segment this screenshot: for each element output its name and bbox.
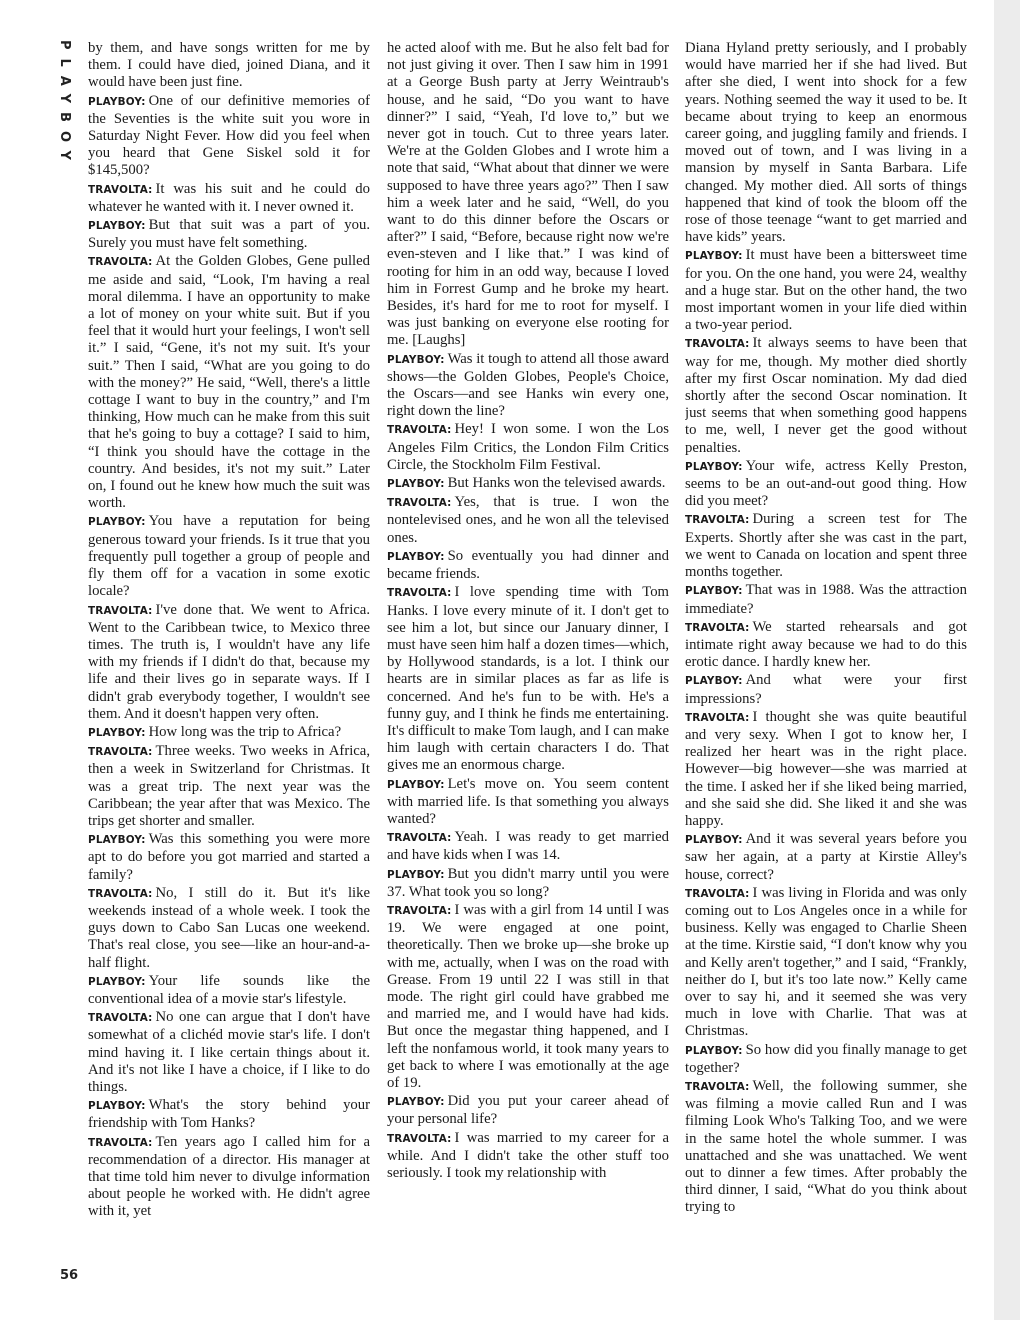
speaker-label: TRAVOLTA: [685,711,750,724]
interview-paragraph [685,1078,967,1217]
speaker-label: TRAVOLTA: [387,497,452,510]
speaker-label: PLAYBOY: [387,478,445,491]
interview-paragraph [387,1093,669,1128]
speaker-label: TRAVOLTA: [88,604,153,617]
paragraph-text: Yes, that is true. I won the nontelevised ones, and he won all the televised ones. [387,494,669,546]
interview-paragraph [387,584,669,774]
paragraph-text: I thought she was quite beautiful and very sexy. When I got to know her, I realized her heart was in the right place. However—big however—she was married at the time. I asked her if she liked being married, and she said she did. She liked it and she was happy. [685,708,967,829]
paragraph-text: Did you put your career ahead of your personal life? [387,1093,669,1128]
interview-paragraph [685,619,967,672]
speaker-label: TRAVOLTA: [387,904,452,917]
speaker-label: PLAYBOY: [88,726,146,739]
speaker-label: PLAYBOY: [88,834,146,847]
interview-paragraph [88,1097,370,1132]
paragraph-text: But that suit was a part of you. Surely you must have felt something. [88,217,370,252]
interview-paragraph [387,351,669,421]
speaker-label: PLAYBOY: [685,250,743,263]
paragraph-text: I love spending time with Tom Hanks. I love every minute of it. I don't get to see him a lot, but since our January dinner, I must have seen him half a dozen times—which, by Hollywood standards, is a lot. I think our hearts are in similar places as far as life is concerned. And he's fun to be with. He's a funny guy, and I think he finds me entertaining. It's difficult to make Tom laugh, and I can make him laugh with certain characters I do. That gives me an enormous charge. [387,584,669,774]
speaker-label: TRAVOLTA: [88,887,153,900]
speaker-label: TRAVOLTA: [685,1080,750,1093]
interview-paragraph [685,458,967,511]
speaker-label: PLAYBOY: [387,868,445,881]
page-edge [994,0,1020,1320]
speaker-label: TRAVOLTA: [685,338,750,351]
speaker-label: PLAYBOY: [387,353,445,366]
speaker-label: PLAYBOY: [387,778,445,791]
interview-paragraph [88,885,370,972]
speaker-label: PLAYBOY: [88,1100,146,1113]
paragraph-text: That was in 1988. Was the attraction immediate? [685,582,967,617]
paragraph-text: At the Golden Globes, Gene pulled me aside and said, “Look, I'm having a real moral dilemma. I have an opportunity to make a lot of money on your white suit. But if you feel that it would hurt your feelings, I won't sell it.” I said, “Gene, it's not my suit. It's your suit.” Then I said, “What are you going to do with the money?” He said, “Well, there's a little cottage I want to buy in the country,” and I'm thinking, How much can he make from this suit that he's going to buy a cottage? I said to him, “I think you should have the cottage in the country. And besides, it's not my suit.” Later on, I found out he knew how much the suit was worth. [88,253,370,512]
paragraph-text: Was this something you were more apt to do before you got married and started a family? [88,831,370,883]
paragraph-text: Your life sounds like the conventional idea of a movie star's lifestyle. [88,972,370,1007]
paragraph-text: I was with a girl from 14 until I was 19. We were engaged at one point, theoretically. Then we broke up—she broke up with me, actually, when I was on the road with Grease. From 19 until 22 I was still in that mode. The right girl could have grabbed me and married me, and I would have had kids. But once the megastar thing happened, and I left the nonfamous world, it took many years to get back to where I was emotionally at the age of 19. [387,901,669,1091]
paragraph-text: So how did you finally manage to get together? [685,1041,967,1076]
paragraph-text: And it was several years before you saw her again, at a party at Kirstie Alley's house, correct? [685,831,967,883]
speaker-label: TRAVOLTA: [387,587,452,600]
paragraph-text: I've done that. We went to Africa. Went to the Caribbean twice, to Mexico three times. The truth is, I wouldn't have any life with my friends if I didn't do that, because my life and their lives go in separate ways. If I didn't grab everybody together, I wouldn't see them. And it doesn't happen very often. [88,601,370,722]
paragraph-text: Let's move on. You seem content with married life. Is that something you always wanted? [387,775,669,827]
interview-paragraph [387,866,669,901]
paragraph-text: We started rehearsals and got intimate right away because we had to do this erotic dance. I hardly knew her. [685,618,967,671]
speaker-label: TRAVOLTA: [88,1136,153,1149]
text-column-1 [88,40,370,1290]
interview-paragraph [685,40,967,246]
speaker-label: TRAVOLTA: [685,887,750,900]
paragraph-text: During a screen test for The Experts. Shortly after she was cast in the part, we went to Canada on location and spent three months together. [685,511,967,581]
speaker-label: TRAVOLTA: [387,832,452,845]
interview-paragraph [387,494,669,547]
interview-paragraph [685,335,967,456]
interview-paragraph [88,93,370,180]
paragraph-text: I was living in Florida and was only coming out to Los Angeles once in a while for business. Kelly was engaged to Charlie Sheen at the time. Kirstie said, “I don't know why you and Kelly aren't together,” and I said, “Frankly, neither do I, but it's too late now.” Kelly came over to say hi, and it seemed she was very much in love with Charlie. That was at Christmas. [685,884,967,1040]
interview-paragraph [387,1130,669,1183]
interview-paragraph [387,475,669,493]
interview-paragraph [387,829,669,864]
paragraph-text: Your wife, actress Kelly Preston, seems to be an out-and-out good thing. How did you meet? [685,457,967,510]
speaker-label: PLAYBOY: [685,585,743,598]
paragraph-text: Hey! I won some. I won the Los Angeles Film Critics, the London Film Critics Circle, the Stockholm Film Festival. [387,421,669,473]
interview-paragraph [387,776,669,829]
interview-paragraph [685,511,967,581]
interview-paragraph [387,40,669,350]
paragraph-text: It was his suit and he could do whatever he wanted with it. I never owned it. [88,180,370,215]
speaker-label: TRAVOLTA: [387,424,452,437]
paragraph-text: No, I still do it. But it's like weekends instead of a whole week. I took the guys down to Cabo San Lucas one weekend. That's real close, you see—like an hour-and-a-half flight. [88,884,370,971]
paragraph-text: Yeah. I was ready to get married and have kids when I was 14. [387,829,669,864]
speaker-label: PLAYBOY: [88,95,146,108]
speaker-label: PLAYBOY: [387,1096,445,1109]
speaker-label: PLAYBOY: [685,1044,743,1057]
paragraph-text: Diana Hyland pretty seriously, and I probably would have married her if she had lived. But after she died, I went into shock for a few years. Nothing seemed the way it used to be. It became about trying to keep an enormous career going, and juggling family and friends. I moved out of town, and I was living in a mansion by myself in Santa Barbara. Life changed. My mother died. All sorts of things happened that kind of took the bloom off the rose of those teenage “want to get married and have kids” years. [685,40,967,246]
interview-paragraph [88,831,370,884]
speaker-label: PLAYBOY: [685,675,743,688]
paragraph-text: You have a reputation for being generous toward your friends. Is it true that you frequently pull together a group of people and fly them off for a vacation in some exotic locale? [88,513,370,600]
page-number: 56 [60,1268,79,1283]
speaker-label: TRAVOLTA: [685,621,750,634]
interview-paragraph [88,1009,370,1096]
interview-paragraph [685,582,967,617]
paragraph-text: What's the story behind your friendship with Tom Hanks? [88,1097,370,1132]
speaker-label: TRAVOLTA: [88,746,153,759]
paragraph-text: Well, the following summer, she was filming a movie called Run and I was filming Look Who's Talking Too, and we were in the same hotel the whole summer. I was unattached and she was unattached. We went out to dinner a few times. After probably the third dinner, I said, “What do you think about trying to [685,1077,967,1216]
speaker-label: PLAYBOY: [88,220,146,233]
speaker-label: PLAYBOY: [685,460,743,473]
text-column-3 [685,40,967,1290]
text-column-2 [387,40,669,1290]
speaker-label: TRAVOLTA: [685,514,750,527]
interview-paragraph [387,421,669,474]
interview-paragraph [88,602,370,723]
paragraph-text: Three weeks. Two weeks in Africa, then a week in Switzerland for Christmas. It was a great trip. The next year was the Caribbean; the year after that was Mexico. The trips get shorter and smaller. [88,743,370,829]
speaker-label: TRAVOLTA: [88,256,153,269]
interview-paragraph [685,672,967,707]
interview-paragraph [88,513,370,600]
speaker-label: PLAYBOY: [88,975,146,988]
paragraph-text: No one can argue that I don't have somewhat of a clichéd movie star's life. I don't mind having it. I like certain things about it. And it's not like I have a choice, if I like to do things. [88,1009,370,1095]
paragraph-text: Ten years ago I called him for a recommendation of a director. His manager at that time told him never to divulge information about people he worked with. He didn't agree with it, yet [88,1133,370,1220]
paragraph-text: It always seems to have been that way for me, though. My mother died shortly after my first Oscar nomination. My dad died shortly after the second Oscar nomination. It just seems that when something good happens to me, well, I never get the good without penalties. [685,335,967,456]
interview-paragraph [88,253,370,512]
paragraph-text: It must have been a bittersweet time for you. On the one hand, you were 24, wealthy and a huge star. But on the other hand, the two most important women in your life died within a two-year period. [685,247,967,334]
interview-paragraph [88,181,370,216]
interview-paragraph [685,709,967,830]
interview-paragraph [88,973,370,1008]
interview-paragraph [88,40,370,92]
speaker-label: PLAYBOY: [88,516,146,529]
speaker-label: PLAYBOY: [685,834,743,847]
paragraph-text: How long was the trip to Africa? [148,723,342,740]
interview-paragraph [387,902,669,1092]
interview-paragraph [685,885,967,1041]
paragraph-text: But you didn't marry until you were 37. What took you so long? [387,865,669,900]
paragraph-text: Was it tough to attend all those award shows—the Golden Globes, People's Choice, the Oscars—and see Hanks win every one, right down the line? [387,350,669,420]
speaker-label: PLAYBOY: [387,550,445,563]
speaker-label: TRAVOLTA: [387,1132,452,1145]
running-head-text: PLAYBOY [57,40,72,169]
speaker-label: TRAVOLTA: [88,1012,153,1025]
interview-paragraph [88,217,370,252]
interview-paragraph [88,743,370,830]
interview-paragraph [685,247,967,334]
interview-paragraph [88,1134,370,1221]
interview-paragraph [387,548,669,583]
interview-paragraph [685,831,967,884]
interview-paragraph [685,1042,967,1077]
paragraph-text: And what were your first impressions? [685,672,967,707]
interview-paragraph [88,724,370,742]
speaker-label: TRAVOLTA: [88,183,153,196]
paragraph-text: But Hanks won the televised awards. [447,475,666,492]
paragraph-text: One of our definitive memories of the Seventies is the white suit you wore in Saturday Night Fever. How did you feel when you heard that Gene Siskel sold it for $145,500? [88,92,370,179]
paragraph-text: he acted aloof with me. But he also felt bad for not just giving it over. Then I saw him in 1991 at a George Bush party at Jerry Weintraub's house, and he said, “Do you want to have dinner?” I said, “Yeah, I'd love to,” but we never got in touch. Cut to three years later. We're at the Golden Globes and I wrote him a note that said, “What about that dinner we were supposed to have three years ago?” Then I saw him a week later and he said, “Well, do you want to do this dinner before the Oscars or after?” I said, “Before, because right now we're even-steven and I like that.” I was kind of rooting for him in an odd way, because I loved him in Forrest Gump and he broke my heart. Besides, it's hard for me to root for myself. I was just banking on everyone else rooting for me. [Laughs] [387,40,669,349]
paragraph-text: by them, and have songs written for me by them. I could have died, joined Diana, and it would have been just fine. [88,40,370,91]
paragraph-text: I was married to my career for a while. And I didn't take the other stuff too seriously. I took my relationship with [387,1129,669,1181]
paragraph-text: So eventually you had dinner and became friends. [387,547,669,583]
